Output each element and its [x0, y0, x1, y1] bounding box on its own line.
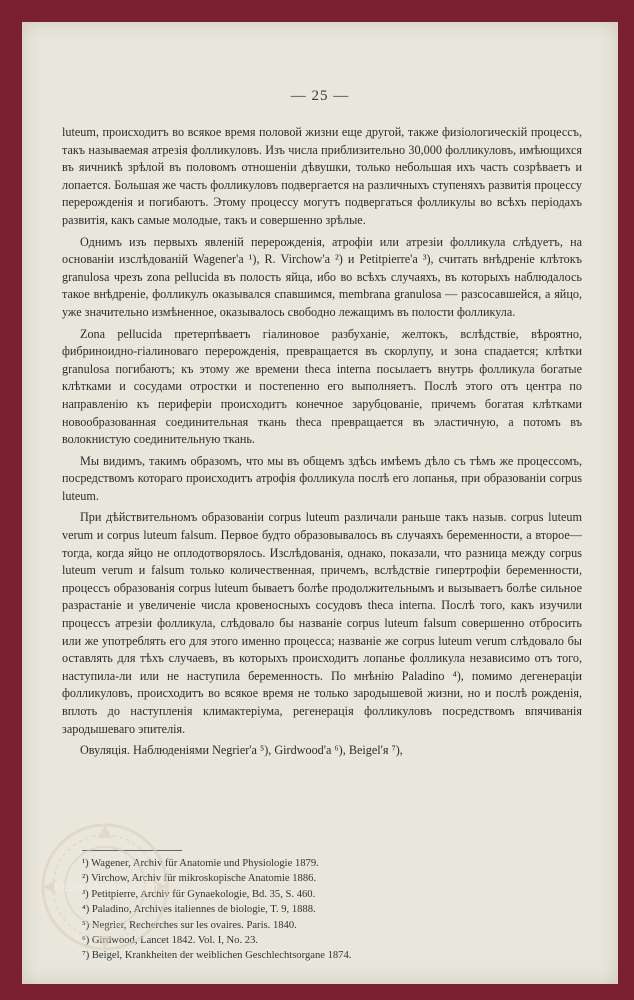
paragraph-5: При дѣйствительномъ образованіи corpus luteum различали раньше такъ назыв. corpus luteum verum и corpus luteum falsum. Первое будто образовывалось въ случаяхъ беременности, а второе—тогда, когда яйцо не оплодотворялось. Изслѣдованія, однако, показали, что разница между corpus luteum verum и falsum только количественная, причемъ, вслѣдствіе гипертрофіи беременности, процессъ образованія corpus luteum бываетъ болѣе продолжительнымъ и вызываетъ болѣе сильное разрастаніе и увеличеніе числа кровеносныхъ сосудовъ theca interna. Послѣ того, какъ изучили процессъ атрезіи фолликула, слѣдовало бы названіе corpus luteum falsum совершенно отбросить или же употреблять его для этого именно процесса; названіе же corpus luteum verum слѣдовало бы оставлять для тѣхъ случаевъ, въ которыхъ происходитъ лопаньe фолликула независимо отъ того, наступила-ли или не наступила беременность. По мнѣнію Paladino ⁴), помимо дегенераціи фолликуловъ, происходитъ во всякое время не только зародышевой жизни, но и послѣ рожденія, вплоть до наступленія климактеріума, регенерація фолликуловъ посредствомъ впячиванія зародышеваго эпителія.	[62, 510, 582, 736]
paragraph-4: Мы видимъ, такимъ образомъ, что мы въ общемъ здѣсь имѣемъ дѣло съ тѣмъ же процессомъ, посредствомъ котораго происходитъ атрофія фолликула послѣ его лопанья, при образованіи corpus luteum.	[62, 453, 582, 503]
footnote-2: ²) Virchow, Archiv für mikroskopische Anatomie 1886.	[82, 873, 317, 885]
footnote-6: ⁶) Girdwood, Lancet 1842. Vol. I, No. 23.	[82, 935, 259, 947]
footnote-4: ⁴) Paladino, Archives italiennes de biologie, T. 9, 1888.	[82, 904, 316, 916]
paragraph-3: Zona pellucida претерпѣваетъ гіалиновое разбуханіе, желтокъ, вслѣдствіе, вѣроятно, фибриноидно-гіалиноваго перерожденія, превращается въ скорлупу, и зона спадается; клѣтки granulosa погибаютъ; къ этому же времени theca interna посылаетъ внутрь фолликула богатые клѣтками и сосудами отростки и постепенно его выполняетъ. Послѣ этого отъ центра по направленію къ периферіи происходитъ конечное зарубцованіе, причемъ богатая клѣтками новообразованная соединительная ткань theca превращается въ эластичную, а потомъ въ волокнистую соединительную ткань.	[62, 326, 582, 447]
footnote-3: ³) Petitpierre, Archiv für Gynaekologie, Bd. 35, S. 460.	[82, 888, 316, 900]
footnote-5: ⁵) Negrier, Recherches sur les ovaires. Paris. 1840.	[82, 919, 297, 931]
paragraph-2: Однимъ изъ первыхъ явленій перерожденія, атрофіи или атрезіи фолликула слѣдуетъ, на основаніи изслѣдованій Wagener'а ¹), R. Virchow'а ²) и Petitpierre'а ³), считать внѣдреніе клѣтокъ granulosa чрезъ zona pellucida въ полость яйца, ибо во всѣхъ случаяхъ, въ которыхъ наблюдалось такое внѣдреніе, фолликулъ оказывался спавшимся, membrana granulosa — разсосавшейся, а яйцо, уже значительно измѣненное, оказывалось свободно лежащимъ въ полости фолликула.	[62, 234, 582, 319]
footnote-7: ⁷) Beigel, Krankheiten der weiblichen Geschlechtsorgane 1874.	[82, 950, 352, 962]
page-number: — 25 —	[290, 88, 350, 104]
body-text	[62, 124, 582, 764]
paragraph-1: luteum, происходитъ во всякое время половой жизни еще другой, также физіологическій процессъ, такъ называемая атрезія фолликуловъ. Изъ числа приблизительно 30,000 фолликуловъ, имѣющихся въ яичникѣ зрѣлой въ половомъ отношеніи дѣвушки, только небольшая ихъ часть созрѣваетъ и лопается. Большая же часть фолликуловъ подвергается на различныхъ ступеняхъ развитія процессу перерожденія и погибаютъ. Этому процессу могутъ подвергаться фолликулы во всѣхъ періодахъ развитія, какъ самые молодые, такъ и совершенно зрѣлые.	[62, 125, 582, 227]
footnote-1: ¹) Wagener, Archiv für Anatomie und Physiologie 1879.	[82, 858, 319, 869]
watermark-text: Katia Market.com	[53, 880, 159, 894]
paragraph-6: Овуляція. Наблюденіями Negrier'а ⁵), Girdwood'а ⁶), Beigel'я ⁷),	[80, 743, 403, 758]
